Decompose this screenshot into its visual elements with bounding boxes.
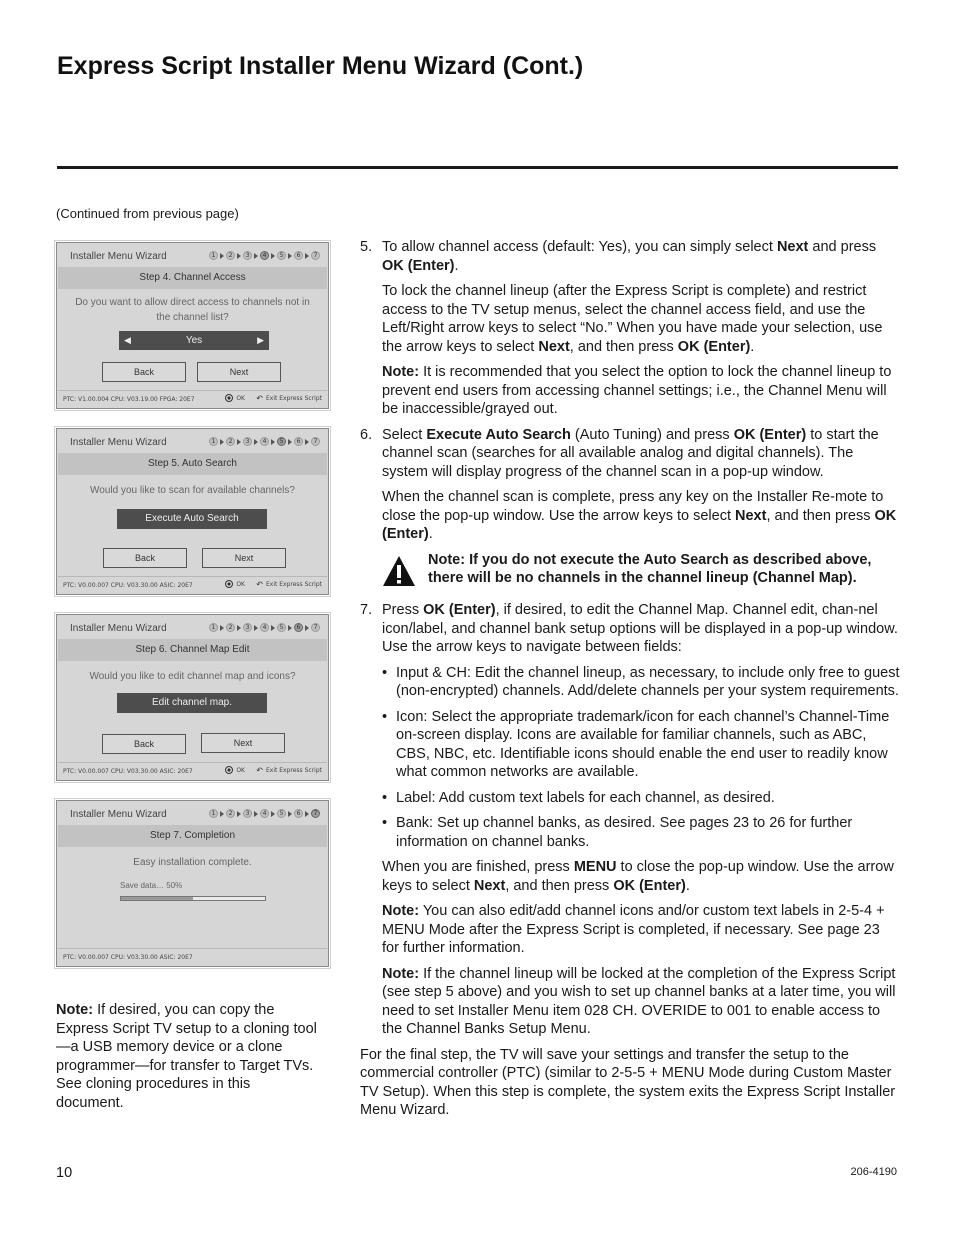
step-arrow-icon xyxy=(220,625,224,631)
step-number: 5. xyxy=(360,239,373,255)
back-button[interactable]: Back xyxy=(103,548,187,568)
step-number: 6. xyxy=(360,426,373,443)
step-arrow-icon xyxy=(288,625,292,631)
return-icon: ↶ xyxy=(256,766,263,775)
step-arrow-icon xyxy=(288,811,292,817)
screen-step-6 xyxy=(56,614,329,781)
step-question: Would you like to scan for available channels? xyxy=(90,485,295,496)
step-indicator xyxy=(209,437,320,446)
screen-header-title: Installer Menu Wizard xyxy=(70,437,167,448)
step-dot: 2 xyxy=(226,437,235,446)
step-dot: 3 xyxy=(243,809,252,818)
step-question: Do you want to allow direct access to channels not in the channel list? xyxy=(75,297,310,323)
ok-label: OK xyxy=(236,394,245,402)
step-arrow-icon xyxy=(237,439,241,445)
step-arrow-icon xyxy=(271,811,275,817)
step-arrow-icon xyxy=(305,625,309,631)
step-number: 7. xyxy=(360,602,373,618)
step-arrow-icon xyxy=(305,253,309,259)
execute-auto-search-button[interactable]: Execute Auto Search xyxy=(117,509,267,529)
ok-label: OK xyxy=(236,766,245,774)
step-dot: 7 xyxy=(311,623,320,632)
save-progress-bar xyxy=(120,896,266,901)
back-button[interactable]: Back xyxy=(102,362,186,382)
step-arrow-icon xyxy=(271,253,275,259)
step-dot: 3 xyxy=(243,437,252,446)
version-info: PTC: V0.00.007 CPU: V03.30.00 ASIC: 20E7 xyxy=(63,768,193,775)
step-dot: 5 xyxy=(277,623,286,632)
step-dot: 7 xyxy=(311,809,320,818)
page-number: 10 xyxy=(56,1165,73,1181)
step-dot: 7 xyxy=(311,251,320,260)
step-dot: 5 xyxy=(277,809,286,818)
version-info: PTC: V0.00.007 CPU: V03.30.00 ASIC: 20E7 xyxy=(63,954,193,961)
list-item: • Label: Add custom text labels for each channel, as desired. xyxy=(382,789,775,806)
step-dot: 6 xyxy=(294,809,303,818)
step-indicator xyxy=(209,251,320,260)
screen-header xyxy=(57,615,328,639)
exit-hint xyxy=(256,394,322,403)
screen-header-title: Installer Menu Wizard xyxy=(70,623,167,634)
screen-header xyxy=(57,429,328,453)
step-dot: 6 xyxy=(294,437,303,446)
version-info: PTC: V0.00.007 CPU: V03.30.00 ASIC: 20E7 xyxy=(63,582,193,589)
ok-hint xyxy=(225,766,245,774)
screen-step-7 xyxy=(56,800,329,967)
step-arrow-icon xyxy=(237,811,241,817)
exit-hint xyxy=(256,580,322,589)
step-dot: 6 xyxy=(294,623,303,632)
list-item: • Icon: Select the appropriate trademark/icon for each channel’s Channel-Time on-screen display. Icons are available for familiar channels, such as ABC, CBS, NBC, etc. Identifiable icons should enable the end user to readily know what common networks are available. xyxy=(382,708,890,780)
step-dot: 3 xyxy=(243,623,252,632)
step-dot: 1 xyxy=(209,251,218,260)
step-arrow-icon xyxy=(305,811,309,817)
continued-note: (Continued from previous page) xyxy=(56,206,239,221)
exit-label: Exit Express Script xyxy=(265,395,322,402)
screen-header-title: Installer Menu Wizard xyxy=(70,251,167,262)
step-arrow-icon xyxy=(305,439,309,445)
step-arrow-icon xyxy=(237,253,241,259)
step-dot: 4 xyxy=(260,437,269,446)
step-dot: 1 xyxy=(209,809,218,818)
step-dot: 6 xyxy=(294,251,303,260)
step-arrow-icon xyxy=(288,439,292,445)
step-6-paragraph-2: When the channel scan is complete, press any key on the Installer Re-mote to close the pop-up window. Use the arrow keys to select Next, and then press OK (Enter). xyxy=(382,489,897,542)
ok-hint xyxy=(225,580,245,588)
note-label: Note: xyxy=(56,1002,94,1018)
step-7-note-1: Note: You can also edit/add channel icons and/or custom text labels in 2-5-4 + MENU Mode after the Express Script is completed, if necessary. See page 23 for further information. xyxy=(382,903,885,956)
channel-access-selector[interactable] xyxy=(119,331,269,350)
step-arrow-icon xyxy=(271,625,275,631)
ok-label: OK xyxy=(236,580,245,588)
return-icon: ↶ xyxy=(256,394,263,403)
save-progress-fill xyxy=(121,897,193,900)
step-5-instructions xyxy=(360,238,900,426)
exit-hint xyxy=(256,766,322,775)
back-button[interactable]: Back xyxy=(102,734,186,754)
next-button[interactable]: Next xyxy=(197,362,281,382)
step-dot: 2 xyxy=(226,623,235,632)
auto-search-warning xyxy=(382,551,900,593)
exit-label: Exit Express Script xyxy=(265,581,322,588)
step-6-paragraph-1: Select Execute Auto Search (Auto Tuning) and press OK (Enter) to start the channel scan (searches for all available analog and digital channels). The system will display progress of the channel scan in a pop-up window. xyxy=(382,426,879,480)
step-5-paragraph-1: To allow channel access (default: Yes), you can simply select Next and press OK (Enter). xyxy=(382,239,877,274)
ok-icon xyxy=(225,580,233,588)
list-item: • Input & CH: Edit the channel lineup, as necessary, to include only free to guest (non-encrypted) channels. Add/delete channels per your system requirements. xyxy=(382,664,900,699)
screen-step-4 xyxy=(56,242,329,409)
screen-footer xyxy=(58,948,327,965)
step-indicator xyxy=(209,623,320,632)
step-6-instructions xyxy=(360,426,900,551)
channel-access-value: Yes xyxy=(185,335,203,346)
step-dot: 2 xyxy=(226,809,235,818)
completion-message: Easy installation complete. xyxy=(133,857,252,868)
step-arrow-icon xyxy=(220,253,224,259)
page-title: Express Script Installer Menu Wizard (Cont.) xyxy=(57,52,584,80)
warning-icon xyxy=(382,551,428,593)
step-arrow-icon xyxy=(237,625,241,631)
step-title: Step 5. Auto Search xyxy=(58,453,327,475)
cloning-note xyxy=(56,1001,318,1112)
final-step-paragraph: For the final step, the TV will save your settings and transfer the setup to the commercial controller (PTC) (similar to 2-5-5 + MENU Mode during Custom Master TV Setup). When this step is complete, the system exits the Express Script Installer Menu Wizard. xyxy=(360,1046,896,1118)
step-arrow-icon xyxy=(271,439,275,445)
step-arrow-icon xyxy=(254,625,258,631)
step-7-instructions xyxy=(360,601,900,664)
step-7-paragraph-1: Press OK (Enter), if desired, to edit the Channel Map. Channel edit, chan-nel icon/label, and channel bank setup options will be displayed in a pop-up window. Use the arrow keys to navigate between fields: xyxy=(382,602,898,655)
title-rule xyxy=(57,166,898,169)
version-info: PTC: V1.00.004 CPU: V03.19.00 FPGA: 20E7 xyxy=(63,396,195,403)
next-button[interactable]: Next xyxy=(202,548,286,568)
save-status: Save data… 50% xyxy=(120,881,183,890)
step-dot: 4 xyxy=(260,623,269,632)
instructions xyxy=(360,238,900,1127)
step-dot: 4 xyxy=(260,251,269,260)
document-number: 206-4190 xyxy=(850,1166,897,1178)
screen-header xyxy=(57,801,328,825)
warning-text: Note: If you do not execute the Auto Search as described above, there will be no channels in the channel lineup (Channel Map). xyxy=(428,551,872,586)
step-question: Would you like to edit channel map and icons? xyxy=(89,671,296,682)
step-dot: 1 xyxy=(209,623,218,632)
edit-channel-map-button[interactable]: Edit channel map. xyxy=(117,693,267,713)
step-dot: 7 xyxy=(311,437,320,446)
step-title: Step 6. Channel Map Edit xyxy=(58,639,327,661)
step-arrow-icon xyxy=(254,439,258,445)
step-7-paragraph-2: When you are finished, press MENU to close the pop-up window. Use the arrow keys to select Next, and then press OK (Enter). xyxy=(382,859,894,894)
list-item: • Bank: Set up channel banks, as desired. See pages 23 to 26 for further information on channel banks. xyxy=(382,815,853,850)
step-dot: 5 xyxy=(277,437,286,446)
step-arrow-icon xyxy=(220,439,224,445)
arrow-left-icon[interactable]: ◀ xyxy=(124,335,131,345)
ok-icon xyxy=(225,394,233,402)
step-arrow-icon xyxy=(288,253,292,259)
step-5-paragraph-2: To lock the channel lineup (after the Express Script is complete) and restrict access to the TV setup menus, select the channel access field, and use the Left/Right arrow keys to select “No.” When you have made your selection, use the arrow keys to select Next, and then press OK (Enter). xyxy=(382,283,883,355)
screen-footer xyxy=(58,390,327,407)
screen-footer xyxy=(58,762,327,779)
return-icon: ↶ xyxy=(256,580,263,589)
screen-step-5 xyxy=(56,428,329,595)
step-dot: 1 xyxy=(209,437,218,446)
step-dot: 4 xyxy=(260,809,269,818)
step-dot: 3 xyxy=(243,251,252,260)
next-button[interactable]: Next xyxy=(201,733,285,753)
step-arrow-icon xyxy=(254,811,258,817)
step-indicator xyxy=(209,809,320,818)
note-text: If desired, you can copy the Express Script TV setup to a cloning tool—a USB memory device or a clone programmer—for transfer to Target TVs. See cloning procedures in this document. xyxy=(56,1002,317,1111)
step-title: Step 7. Completion xyxy=(58,825,327,847)
ok-icon xyxy=(225,766,233,774)
ok-hint xyxy=(225,394,245,402)
step-dot: 5 xyxy=(277,251,286,260)
step-arrow-icon xyxy=(254,253,258,259)
screen-footer xyxy=(58,576,327,593)
step-5-note: Note: It is recommended that you select the option to lock the channel lineup to prevent end users from accessing channel settings; i.e., the Channel Menu will be inaccessible/grayed out. xyxy=(382,364,892,417)
step-title: Step 4. Channel Access xyxy=(58,267,327,289)
arrow-right-icon[interactable]: ▶ xyxy=(257,335,264,345)
exit-label: Exit Express Script xyxy=(265,767,322,774)
step-7-note-2: Note: If the channel lineup will be locked at the completion of the Express Script (see step 5 above) and you wish to set up channel banks at a later time, you will need to set Installer Menu item 028 CH. OVERIDE to 001 to enable access to the Channel Banks Setup Menu. xyxy=(382,965,896,1037)
screen-header-title: Installer Menu Wizard xyxy=(70,809,167,820)
step-arrow-icon xyxy=(220,811,224,817)
screen-header xyxy=(57,243,328,267)
step-dot: 2 xyxy=(226,251,235,260)
